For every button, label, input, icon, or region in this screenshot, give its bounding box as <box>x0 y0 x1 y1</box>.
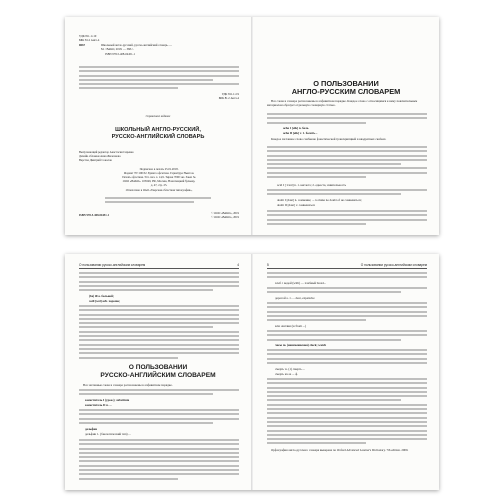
example-death-1: смерть w. (1) смерть ... <box>275 367 305 371</box>
running-head-title-right: О пользовании русско-английским словарем <box>360 263 427 267</box>
format-info: Формат 70×100/32. Бумага офсетная. Гарнитура Ньютон. <box>123 170 195 175</box>
bbk-code: ББК 81.2 Англ-4 <box>79 37 100 42</box>
examples-text <box>267 189 427 198</box>
bottom-book-spread <box>65 254 439 490</box>
example-substitute-1: заместитель I (урок.); substitute <box>85 398 130 402</box>
section-heading <box>253 80 439 96</box>
closing-text <box>267 210 427 227</box>
book-title-line-2: РУССКО-АНГЛИЙСКИЙ СЛОВАРЬ <box>111 133 205 140</box>
running-head-title: О пользовании русско-английским словарем <box>79 263 146 267</box>
example-substitute-2: заместитель II n. ... <box>85 402 112 407</box>
page5-text-4 <box>267 330 427 343</box>
example-well: well [wel] adv. хорошо; <box>89 298 121 303</box>
udc-code: УДК 811.1=19 <box>79 34 97 38</box>
publisher-address: д. 47, стр. 25. <box>150 182 168 187</box>
page4-text-1 <box>79 272 239 293</box>
page5-text-1 <box>267 272 427 281</box>
page5-text-3 <box>267 302 427 323</box>
credit-editor: Выпускающий редактор Анастасия Сиренко <box>79 150 134 154</box>
example-ill: (be) ill a. больной; <box>89 294 114 298</box>
credits <box>79 151 239 163</box>
isbn-top: ISBN 978-5-408-04451-1 <box>105 51 135 56</box>
copyright-block <box>211 212 239 220</box>
example-acid: acid I [ˈæsɪd] n. 1. кислота; 2. едкость; язвительность <box>277 183 347 187</box>
page-number-4: 4 <box>237 263 239 267</box>
credit-cover: Дизайн обложки Анна Железнова <box>79 153 121 158</box>
transcription-note: Каждое заглавное слово снабжено фонетической транскрипцией в квадратных скобках. <box>271 137 387 141</box>
page5-text-5 <box>267 349 427 366</box>
page4-text-3 <box>79 389 239 398</box>
intro-paragraph: Все слова в словаре расположены в алфавитном порядке. Каждое слово с относящимся к нему пояснительным материалом образует отдельную словарную статью. <box>267 99 418 108</box>
udc-block <box>79 35 239 57</box>
example-doubt-2: doubt II [daut] v. сомневаться <box>277 202 315 207</box>
example-dear: дорогой a. 1. ... dear, expensive <box>275 296 315 300</box>
publisher-info: ООО «ВАКО». 105049, РФ, Москва, Новоткацкий бульвар, <box>122 178 196 183</box>
example-bread: хлеб с водой (with) — хлебный bread... <box>275 281 326 285</box>
example-dolphin-2: дельфин 1. (биологический тип) ... <box>85 431 131 436</box>
isbn-bottom: ISBN 978-5-408-04451-1 <box>79 213 110 217</box>
book-title <box>65 127 251 140</box>
page-number-5: 5 <box>267 263 269 267</box>
closing-note: Орфография англо-русского словаря выверена по Oxford Advanced Learner's Dictionary. 7th edition. 2009. <box>271 448 409 452</box>
credit-layout: Верстка Дмитрий Соколов <box>79 157 112 162</box>
copyright-1: © ООО «ВАКО», 2019 <box>211 211 239 215</box>
example-clock: часы m. (неизменяемая) clock; watch <box>275 343 327 347</box>
transcription-text <box>267 146 427 180</box>
printer-address <box>105 197 211 206</box>
page5-text-6 <box>267 378 427 447</box>
page-4 <box>65 254 251 490</box>
page4-text-5 <box>79 439 239 482</box>
annotation-text <box>79 66 239 92</box>
running-head-rule-right <box>267 268 427 269</box>
ru-en-lead: Все заглавные слова в словаре расположены в алфавитном порядке. <box>83 383 173 387</box>
imprint-page <box>65 17 251 235</box>
section-heading-ru-en <box>65 364 251 379</box>
example-ache-1: ache 1 [eik] n. боль <box>283 126 309 130</box>
example-england: в/из Англии (to/from ...) <box>275 324 307 328</box>
author-mark: Ш67 <box>79 42 86 47</box>
intro-text-2 <box>267 113 427 126</box>
title-line-2: М. : ВАКО, 2018. — 368 с. <box>101 46 134 51</box>
running-head-right <box>267 263 427 267</box>
print-run: Печать офсетная. Усл. печ. л. 14,9. Тираж 7000 экз. Заказ № <box>122 174 196 179</box>
section-heading-ru-en-line-2: РУССКО-АНГЛИЙСКИМ СЛОВАРЕМ <box>100 371 216 379</box>
example-dolphin: дельфин <box>85 427 98 431</box>
page4-text-4 <box>79 409 239 426</box>
series-label: Справочное издание <box>145 114 171 118</box>
page-5 <box>253 254 439 490</box>
udc-right-block <box>219 93 239 101</box>
section-heading-line-2: АНГЛО-РУССКИМ СЛОВАРЕМ <box>291 87 401 97</box>
bbk-right: ББК 81.2 Англ-4 <box>218 95 239 100</box>
example-death-2: смерть из-за ... ф. <box>275 371 298 376</box>
page4-text-2 <box>79 305 239 361</box>
udc-right: УДК 811.1=19 <box>221 92 239 96</box>
running-head-rule <box>79 268 239 269</box>
intro-page-en-ru <box>253 17 439 235</box>
print-info <box>79 168 239 192</box>
running-head-left <box>79 263 239 267</box>
top-book-spread <box>65 17 439 235</box>
book-title-line-1: ШКОЛЬНЫЙ АНГЛО-РУССКИЙ, <box>115 127 201 133</box>
section-heading-line-1: О ПОЛЬЗОВАНИИ <box>313 79 379 88</box>
section-heading-ru-en-line-1: О ПОЛЬЗОВАНИИ <box>128 364 188 371</box>
title-line: Школьный англо-русский, русско-английский словарь. — <box>101 42 173 47</box>
signed-date: Подписано в печать 25.01.2018. <box>139 167 179 171</box>
example-doubt-1: doubt I [daut] n. сомнение; ... to make no doubt of не сомневаться; <box>277 198 362 202</box>
copyright-2: © ООО «ВАКО», 2019 <box>211 214 239 219</box>
example-ache-2: ache II [eik] v. 1. болеть... <box>283 130 318 135</box>
page5-text-2 <box>267 287 427 296</box>
printer-info: Отпечатано в ОАО «Тверская областная типография», <box>125 187 193 192</box>
